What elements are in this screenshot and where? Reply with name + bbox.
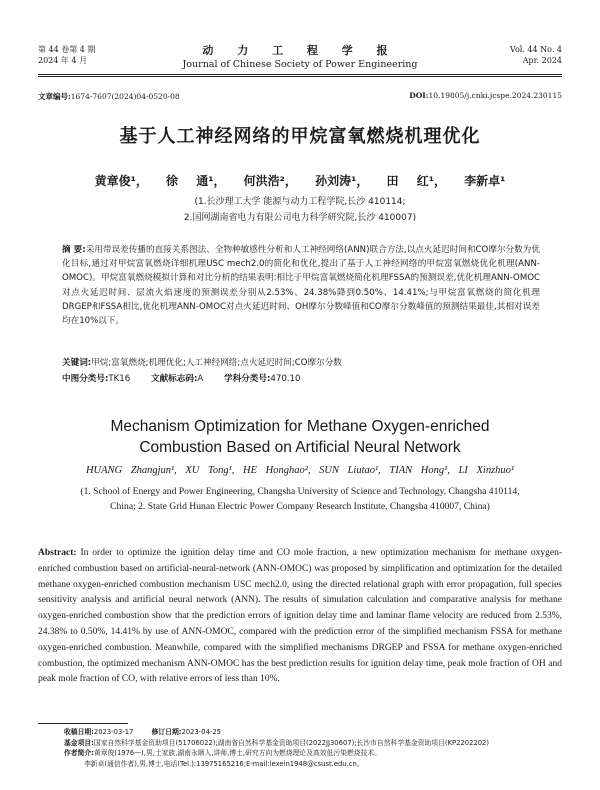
abstract-cn-text: 采用带误差传播的直接关系图法、全物种敏感性分析和人工神经网络(ANN)联合方法,以点火延迟时间和CO摩尔分数为优化目标,通过对甲烷富氧燃烧详细机理USC mech2.0的简化和优化,提出了基于人工神经网络的甲烷富氧燃烧优化机理(ANN-OMOC)。甲烷富氧燃烧模拟计算和对比分析的结果表明:相比于甲烷富氧燃烧简化机理FSSA的预测误差,优化机理ANN-OMOC对点火延迟时间、层流火焰速度的预测误差分别从2.53%、24.38%降到0.50%、14.41%;与甲烷富氧燃烧的简化机理DRGEP和FSSA相比,优化机理ANN-OMOC对点火延迟时间、OH摩尔分数峰值和CO摩尔分数峰值的预测结果最佳,其相对误差均在10%以下。 — [62, 245, 540, 327]
issue-date-en: Apr. 2024 — [522, 56, 562, 65]
author-bio-label: 作者简介: — [64, 749, 94, 757]
keywords-cn-label: 关键词: — [62, 358, 92, 368]
journal-volume-info-en — [510, 44, 562, 66]
footnote-fund — [64, 738, 564, 749]
volume-issue: 第 44 卷第 4 期 — [38, 45, 96, 54]
affiliation-cn-1: (1.长沙理工大学 能源与动力工程学院,长沙 410114; — [194, 197, 406, 207]
article-number-label: 文章编号: — [38, 92, 71, 101]
classification-line — [62, 372, 318, 384]
footnote-rule — [38, 723, 128, 724]
received-value: 2023-03-17 — [93, 728, 134, 736]
journal-title-en: Journal of Chinese Society of Power Engineering — [182, 59, 418, 70]
header-rule-thin — [38, 76, 562, 77]
affiliation-cn-2: 2.国网湖南省电力有限公司电力科学研究院,长沙 410007) — [183, 213, 417, 223]
doi-label: DOI: — [409, 91, 429, 100]
received-label: 收稿日期: — [64, 728, 94, 736]
keywords-cn-text: 甲烷;富氧燃烧;机理优化;人工神经网络;点火延迟时间;CO摩尔分数 — [91, 358, 342, 368]
authors-en: HUANG Zhangjun¹, XU Tong¹, HE Honghao², SUN Liutao¹, TIAN Hong¹, LI Xinzhuo¹ — [85, 465, 515, 476]
clc-value: TK16 — [108, 374, 131, 384]
subject-value: 470.10 — [270, 374, 301, 384]
title-cn: 基于人工神经网络的甲烷富氧燃烧机理优化 — [119, 126, 481, 147]
article-number — [38, 91, 180, 102]
volume-issue-en: Vol. 44 No. 4 — [509, 45, 562, 54]
doi — [409, 91, 562, 100]
doi-value: 10.19805/j.cnki.jcspe.2024.230115 — [428, 91, 562, 100]
fund-label: 基金项目: — [64, 738, 94, 747]
footnote-author — [64, 748, 564, 759]
revised-value: 2023-04-25 — [181, 728, 222, 736]
article-number-value: 1674-7607(2024)04-0520-08 — [70, 92, 180, 101]
title-en-line-1: Mechanism Optimization for Methane Oxygen-enriched — [110, 418, 490, 435]
abstract-en — [38, 546, 562, 688]
abstract-cn-label: 摘 要: — [62, 245, 86, 255]
title-en — [0, 416, 600, 458]
clc-label: 中图分类号: — [62, 374, 109, 384]
author-bio-text: 黄章俊(1976—),男,土家族,湖南永顺人,讲师,博士,研究方向为燃烧理论及高效低污染燃烧技术。 — [93, 749, 381, 757]
affiliations-en: (1. School of Energy and Power Engineering, Changsha University of Science and Technology, Changsha 410114, China; 2. State Grid Hunan Electric Power Company Research Institute, Changsha 410007, China) — [80, 486, 520, 512]
title-en-line-2: Combustion Based on Artificial Neural Network — [139, 439, 461, 456]
subject-label: 学科分类号: — [224, 374, 271, 384]
doc-code-label: 文献标志码: — [150, 374, 198, 384]
keywords-cn — [62, 356, 540, 368]
fund-text: 国家自然科学基金资助项目(51706022);湖南省自然科学基金资助项目(2022JJ30607);长沙市自然科学基金资助项目(KP2202202) — [93, 738, 490, 747]
corresponding-author: 李新卓(通信作者),男,博士,电话(Tel.):13975165216;E-mail:lexein1948@csust.edu.cn。 — [84, 759, 364, 768]
header-rule-thick — [38, 74, 562, 75]
revised-label: 修订日期: — [151, 728, 182, 736]
doc-code-value: A — [197, 374, 204, 384]
abstract-cn — [62, 243, 540, 328]
footnote-dates — [64, 727, 564, 738]
abstract-en-text: In order to optimize the ignition delay time and CO mole fraction, a new optimization mechanism for methane oxygen-enriched combustion based on artificial-neural-network (ANN-OMOC) was proposed by simplification and optimization for the detailed methane oxygen-enriched combustion mechanism USC mech2.0, using the directed relational graph with error propagation, full species sensitivity analysis and artificial neural network (ANN). The results of simulation calculation and comparative analysis for methane oxygen-enriched combustion show that the prediction errors of ignition delay time and laminar flame velocity are reduced from 2.53%, 24.38% to 0.50%, 14.41% by use of ANN-OMOC, compared with the prediction error of the simplified mechanism FSSA for methane oxygen-enriched combustion. Meanwhile, compared with the simplified mechanisms DRGEP and FSSA for methane oxygen-enriched combustion, the optimized mechanism ANN-OMOC has the best prediction results for ignition delay time, peak mole fraction of OH and peak mole fraction of CO, with relative errors of less than 10%. — [38, 548, 562, 685]
issue-date-cn: 2024 年 4 月 — [38, 56, 88, 65]
footnote — [64, 727, 564, 769]
abstract-en-label: Abstract: — [38, 548, 77, 558]
authors-cn: 黄章俊¹， 徐 通¹， 何洪浩²， 孙刘涛¹， 田 红¹， 李新卓¹ — [94, 174, 506, 188]
journal-title-cn: 动 力 工 程 学 报 — [202, 44, 398, 57]
